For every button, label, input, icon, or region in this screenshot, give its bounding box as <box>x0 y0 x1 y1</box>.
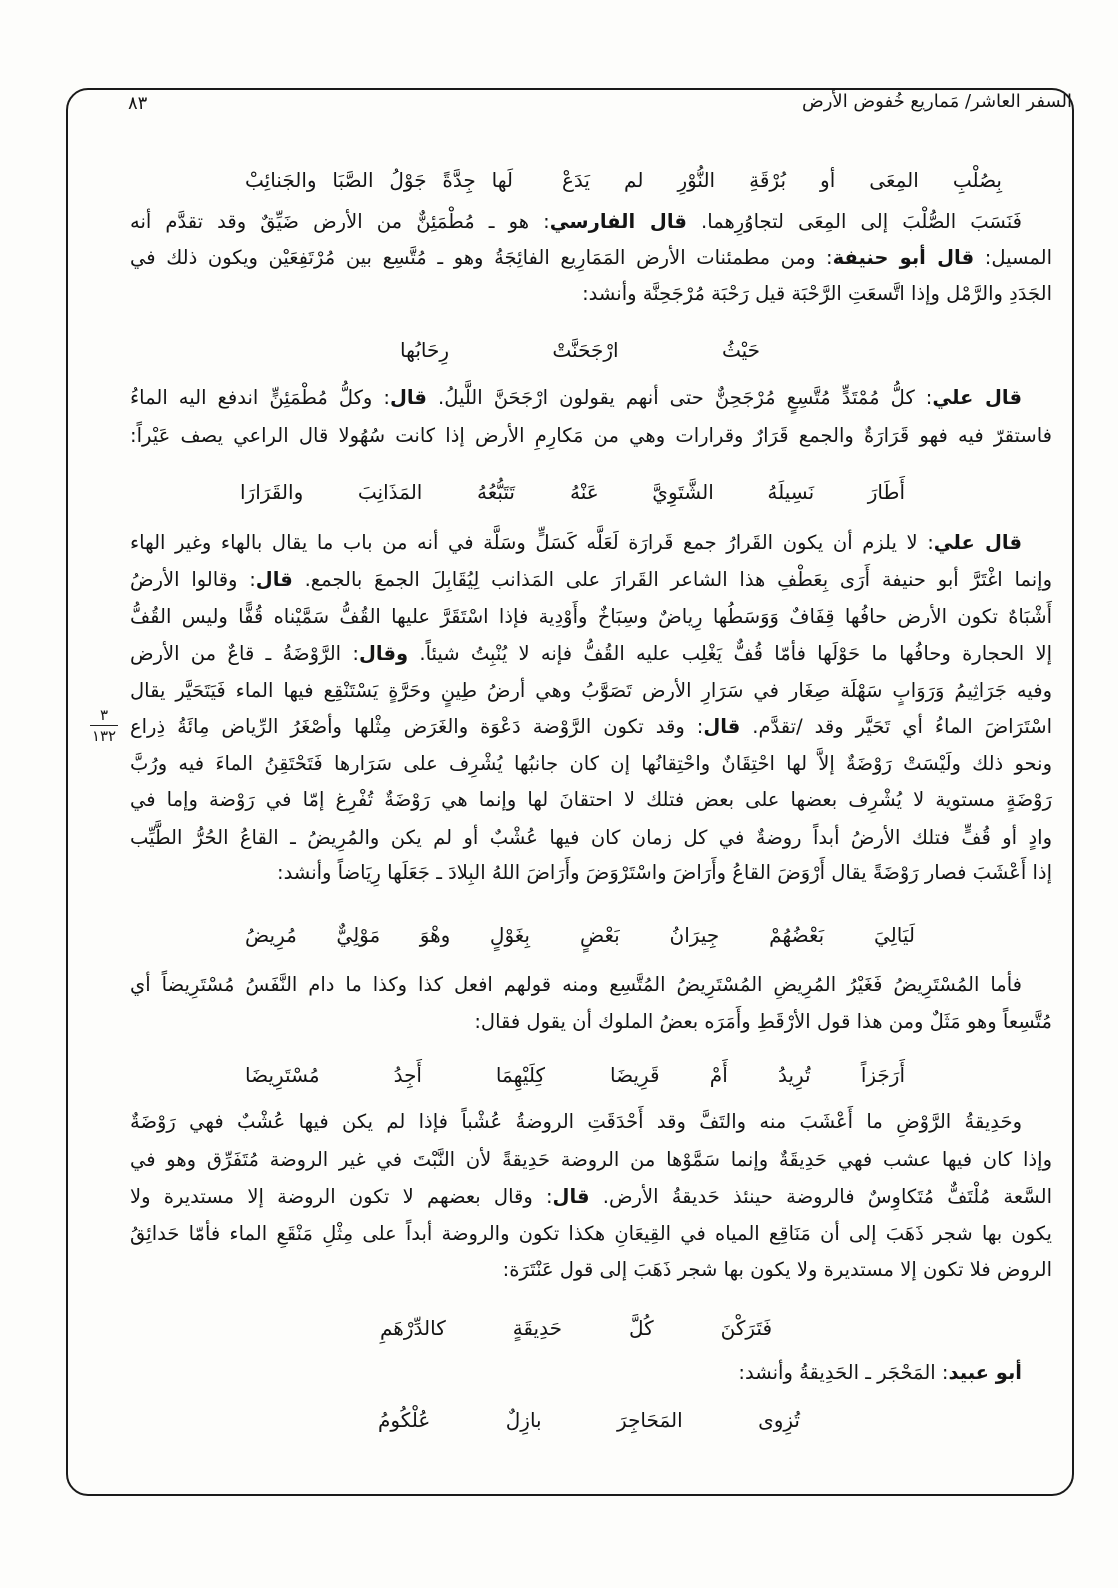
text-run: مُتَّسِعاً وهو مَثَلٌ ومن هذا قول الأرْقَطِ وأَمَرَه بعضُ الملوك أن يقول فقال: <box>474 1010 1052 1033</box>
text-run: المسيل: <box>974 246 1052 269</box>
text-run: : لا يلزم أن يكون القَرارُ جمع قَرارَة لَعَلَّه كَسَلٍّ وسَلَّة في أنه من باب ما يقال بالهاء وغير الهاء <box>130 531 934 554</box>
text-run: وفيه جَرَاثِيمُ وَرَوَابٍ سَهْلَة صِغَار في سَرَارِ الأرض تَصَوَّبُ وهي أرضُ طِينٍ وحَرَّةٍ يَسْتَنْقِع فيها الماء فَيَتَحَيَّر يقال <box>130 679 1052 702</box>
text-run: السَّعة مُلْتَفٌّ مُتَكاوِسٌ فالروضة حينئذ حَديقةُ الأرض. <box>589 1185 1053 1208</box>
verse-7-hemistich: تُزِوى المَحَاجِرَ بازِلٌ عُلْكُومُ <box>378 1408 800 1432</box>
text-line <box>130 746 1052 782</box>
speaker-attribution: قال <box>389 386 427 409</box>
verse-3-second-hemistich: تَتَبُّعُهُ المَذَانِبَ والقَرَارَا <box>240 480 515 504</box>
verse-1-first-hemistich: بِصُلْبِ المِعَى أو بُرْقَةِ النُّوْرِ لم يَدَعْ <box>562 168 1002 192</box>
text-line <box>130 1252 1052 1288</box>
text-line <box>130 240 1052 276</box>
text-run: : ومن مطمئنات الأرض المَمَارِيع الفائِجَةُ وهو ـ مُتَّسِع بين مُرْتَفِعَيْن ويكون ذلك في <box>130 246 833 269</box>
verse-6-hemistich: فَتَرَكْنَ كُلَّ حَدِيقَةٍ كالدِّرْهَمِ <box>380 1316 772 1340</box>
text-line <box>130 1355 1052 1391</box>
text-line <box>130 673 1052 709</box>
verse-2-hemistich: حَيْثُ ارْجَحَنَّتْ رِحَابُها <box>400 338 760 362</box>
speaker-attribution: وقال <box>358 642 409 665</box>
text-run: : المَحْجَر ـ الحَدِيقةُ وأنشد: <box>738 1361 949 1384</box>
text-line <box>130 1004 1052 1040</box>
verse-4-first-hemistich: لَيَالِيَ بَعْضُهُمْ جِيرَانُ بَعْضٍ <box>580 923 915 947</box>
text-run: فأما المُسْتَرِيضُ فَغَيْرُ المُرِيضِ المُسْتَرِيضُ المُتَّسِع ومنه قولهم افعل كذا وكذا ما دام النَّفَسُ مُسْتَرِيضاً أي <box>130 973 1022 996</box>
text-line <box>130 820 1052 856</box>
text-run: الجَدَدِ والرَّمْل وإذا اتَّسعَتِ الرَّحْبَة قيل رَحْبَة مُرْجَحِنَّة وأنشد: <box>582 282 1052 305</box>
text-run: رَوْضَةٍ مستوية لا يُشْرِف بعضها على بعض فتلك لا احتقانَ لها وإنما هي رَوْضَةٌ تُفْرِغ إمّا في رَوْضة وإما في <box>130 788 1052 811</box>
verse-5-second-hemistich: كِلَيْهِمَا أَجِدُ مُسْتَرِيضَا <box>245 1063 545 1087</box>
verse-4-second-hemistich: بِغَوْلٍ وهْوَ مَوْلِيٌّ مُرِيضُ <box>245 923 530 947</box>
verse-3-first-hemistich: أَطَارَ نَسِيلَهُ الشَّتَوِيَّ عَنْهُ <box>570 480 905 504</box>
text-line <box>130 709 1052 745</box>
text-line <box>130 380 1052 416</box>
text-run: الروض فلا تكون إلا مستديرة ولا يكون بها شجر ذَهَبَ إلى قول عَنْتَرَة: <box>502 1258 1052 1281</box>
text-line <box>130 418 1052 454</box>
text-line <box>130 562 1052 598</box>
text-run: : الرَّوْضَةُ ـ قاعٌ من الأرض <box>130 642 359 665</box>
text-run: : هو ـ مُطْمَئِنٌّ من الأرض ضَيِّقٌ وقد تقدَّم أنه <box>130 210 550 233</box>
text-line <box>130 855 1052 891</box>
text-run: إذا أَعْشَبَ فصار رَوْضَةً يقال أَرْوَضَ القاعُ وأَرَاضَ واسْتَرْوَضَ وأَرَاضَ اللهُ البِلادَ ـ جَعَلَها رِيَاضاً وأنشد: <box>277 861 1052 884</box>
text-run: يكون بها شجر ذَهَبَ إلى أن مَنَاقِع المياه في القِيعَانِ هكذا تكون والروضة أبداً على مِثْلِ مَنْقَعِ الماء فأمّا حَدائِقُ <box>130 1222 1052 1245</box>
text-run: : وقد تكون الرَّوْضة دَعْوَة والغَرَض مِثْلها وأصْغَرُ الرِّياض مِائَةُ ذِراع <box>130 715 704 738</box>
speaker-attribution: قال علي <box>932 386 1022 409</box>
speaker-attribution: قال <box>255 568 293 591</box>
text-line <box>130 599 1052 635</box>
speaker-attribution: أبو عبيد <box>948 1361 1022 1384</box>
text-line <box>130 1179 1052 1215</box>
text-run: فَنَسَبَ الصُّلْبَ إلى المِعَى لتجاوُرِهما. <box>686 210 1022 233</box>
text-line <box>130 276 1052 312</box>
speaker-attribution: قال الفارسي <box>549 210 687 233</box>
text-line <box>130 204 1052 240</box>
speaker-attribution: قال علي <box>933 531 1022 554</box>
text-run: : كلُّ مُمْتَدٍّ مُتَّسِعٍ مُرْجَحِنٌّ حتى أنهم يقولون ارْجَحَنَّ اللَّيلُ. <box>426 386 933 409</box>
text-line <box>130 525 1052 561</box>
text-line <box>130 967 1052 1003</box>
text-run: وحَدِيقةُ الرَّوْضِ ما أَعْشَبَ منه والتَفَّ وقد أَحْدَقَتِ الروضةُ عُشْباً فإذا لم يكن فيها عُشْبٌ فهي رَوْضَةٌ <box>130 1110 1022 1133</box>
verse-5-first-hemistich: أَرَجَزاً تُرِيدُ أَمْ قَرِيضَا <box>610 1063 905 1087</box>
text-run: : وقالوا الأرضُ <box>130 568 256 591</box>
text-run: وإنما اغْتَرَّ أبو حنيفة أَرَى بِعَطْفِ هذا الشاعر القَرارَ على المَذانب لِيُقَابِلَ الجمعَ بالجمع. <box>292 568 1052 591</box>
text-run: : وقال بعضهم لا تكون الروضة إلا مستديرة ولا <box>130 1185 553 1208</box>
speaker-attribution: قال <box>703 715 741 738</box>
text-line <box>130 782 1052 818</box>
text-run: فاستقرّ فيه فهو قَرَارَةٌ والجمع قَرَارٌ وقرارات وهي من مَكارِمِ الأرض إذا كانت سُهُولا قال الراعي يصف عَيْراً: <box>130 424 1052 447</box>
text-line <box>130 1104 1052 1140</box>
speaker-attribution: قال <box>552 1185 590 1208</box>
text-run: إلا الحجارة وحافُها ما حَوْلَها فأمّا قُفٌّ يَغْلِب عليه القُفُّ فإنه لا يُنْبِتُ شيئاً. <box>408 642 1052 665</box>
margin-note-page: ١٣٢ <box>91 727 117 745</box>
text-line <box>130 1142 1052 1178</box>
running-title: السفر العاشر/ مَماريع خُفوض الأرض <box>801 91 1072 112</box>
text-run: : وكلُّ مُطْمَئِنٍّ اندفع اليه الماءُ <box>130 386 390 409</box>
text-run: اسْتَرَاضَ الماءُ أي تَحَيَّر وقد /تقدَّم. <box>740 715 1052 738</box>
margin-note-volume: ٣ <box>90 706 118 726</box>
speaker-attribution: قال أبو حنيفة <box>832 246 975 269</box>
text-run: وادٍ أو قُفٍّ فتلك الأرضُ أبداً روضةٌ في كل زمان كان فيها عُشْبٌ أو لم يكن والمُرِيضُ ـ القاعُ الحُرُّ الطَّيِّب <box>130 826 1052 849</box>
margin-note <box>84 706 124 745</box>
verse-1-second-hemistich: لَها جِدَّةً جَوْلُ الصَّبَا والجَنائِبْ <box>245 168 513 192</box>
text-line <box>130 636 1052 672</box>
page-number: ٨٣ <box>128 93 148 114</box>
text-run: وإذا كان فيها عشب فهي حَدِيقَةٌ وإنما سَمَّوْها من الروضة حَدِيقةً لأن النَّبْتَ في غير الروضة مُتَفَرِّق وهو في <box>130 1148 1052 1171</box>
text-run: ونحو ذلك ولَيْسَتْ رَوْضَةٌ إلاَّ لها احْتِقَانٌ واحْتِقانُها إن كان جانبُها يُشْرِف على سَرَارها فَتَحْتَقِنُ الماءَ فيه ورُبَّ <box>130 752 1052 775</box>
text-run: أَشْبَاهٌ تكون الأرض حافُها قِفَافٌ وَوَسَطُها رِياضٌ وسِبَاخٌ وأَوْدِية فإذا اسْتَقَرَّ عليها القُفُّ سَمَّيْناه قُفًّا وليس القُفُّ <box>130 605 1052 628</box>
text-line <box>130 1216 1052 1252</box>
